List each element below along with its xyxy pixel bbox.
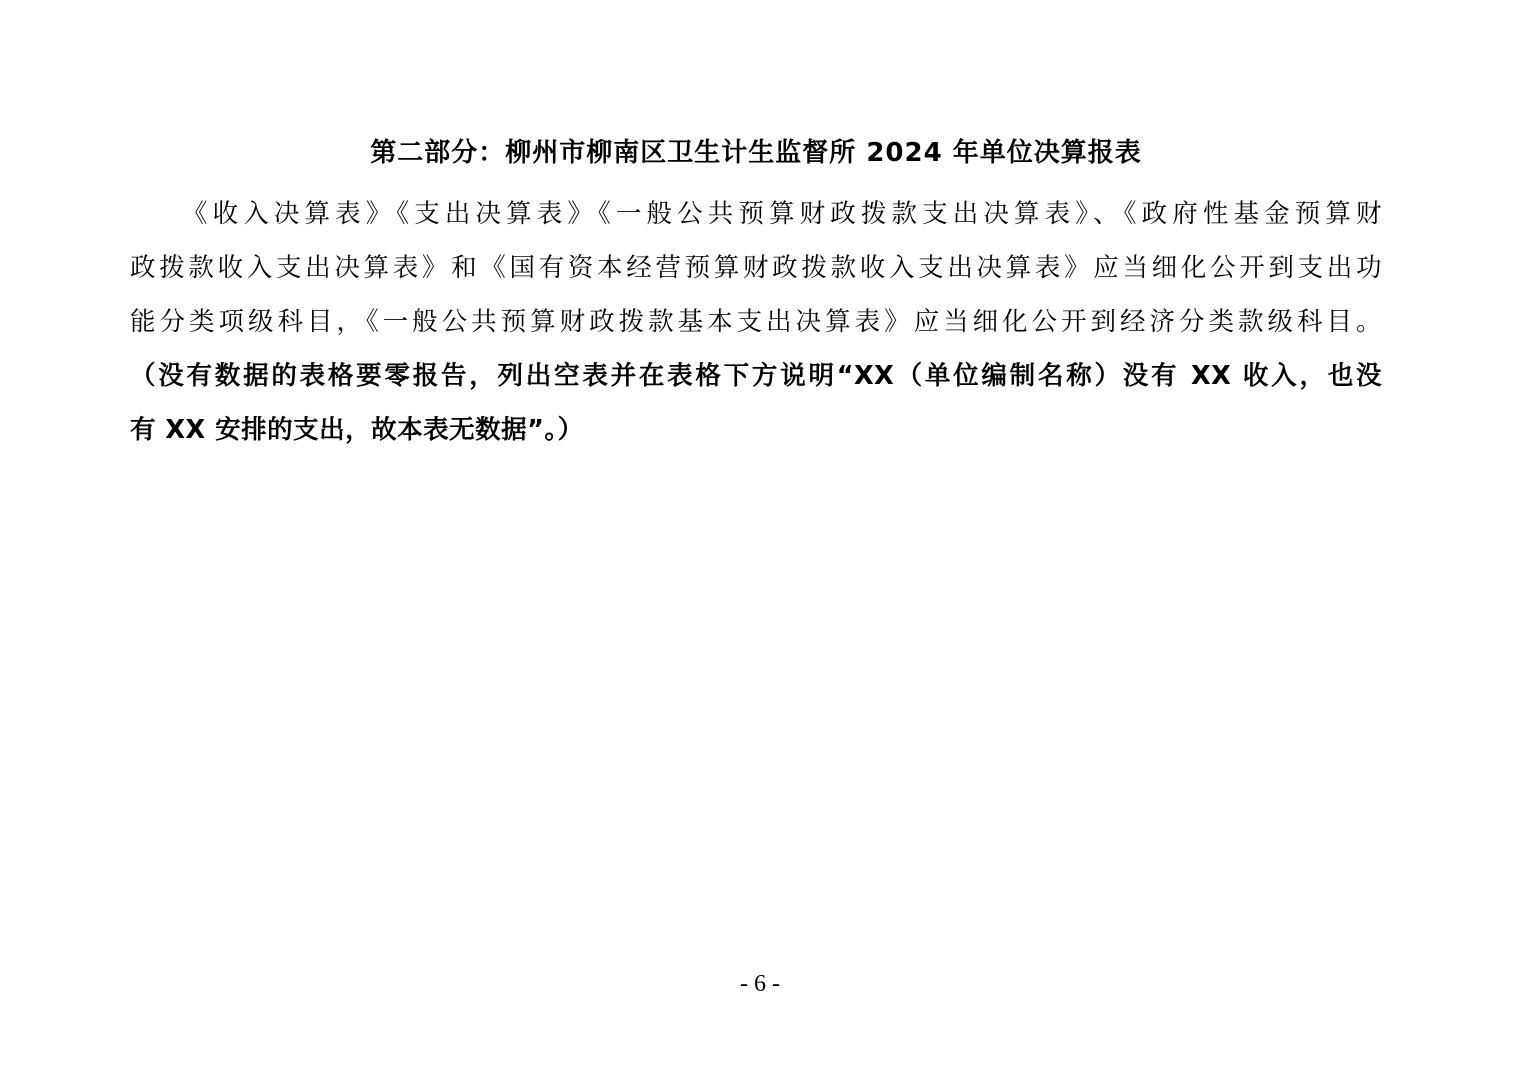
paragraph-line: 《收入决算表》《支出决算表》《一般公共预算财政拨款支出决算表》、《政府性基金预算财 (182, 199, 1382, 229)
page-title: 第二部分：柳州市柳南区卫生计生监督所 2024 年单位决算报表 (370, 138, 1142, 168)
paragraph-line: 政拨款收入支出决算表》和《国有资本经营预算财政拨款收入支出决算表》应当细化公开到支出功 (130, 253, 1382, 283)
body-text (130, 187, 1382, 457)
note-line: 有 XX 安排的支出，故本表无数据”。） (130, 415, 584, 445)
page-number: - 6 - (740, 971, 780, 997)
note-line: （没有数据的表格要零报告，列出空表并在表格下方说明“XX（单位编制名称）没有 XX 收入，也没 (130, 361, 1382, 391)
paragraph-line: 能分类项级科目，《一般公共预算财政拨款基本支出决算表》应当细化公开到经济分类款级科目。 (130, 307, 1382, 337)
